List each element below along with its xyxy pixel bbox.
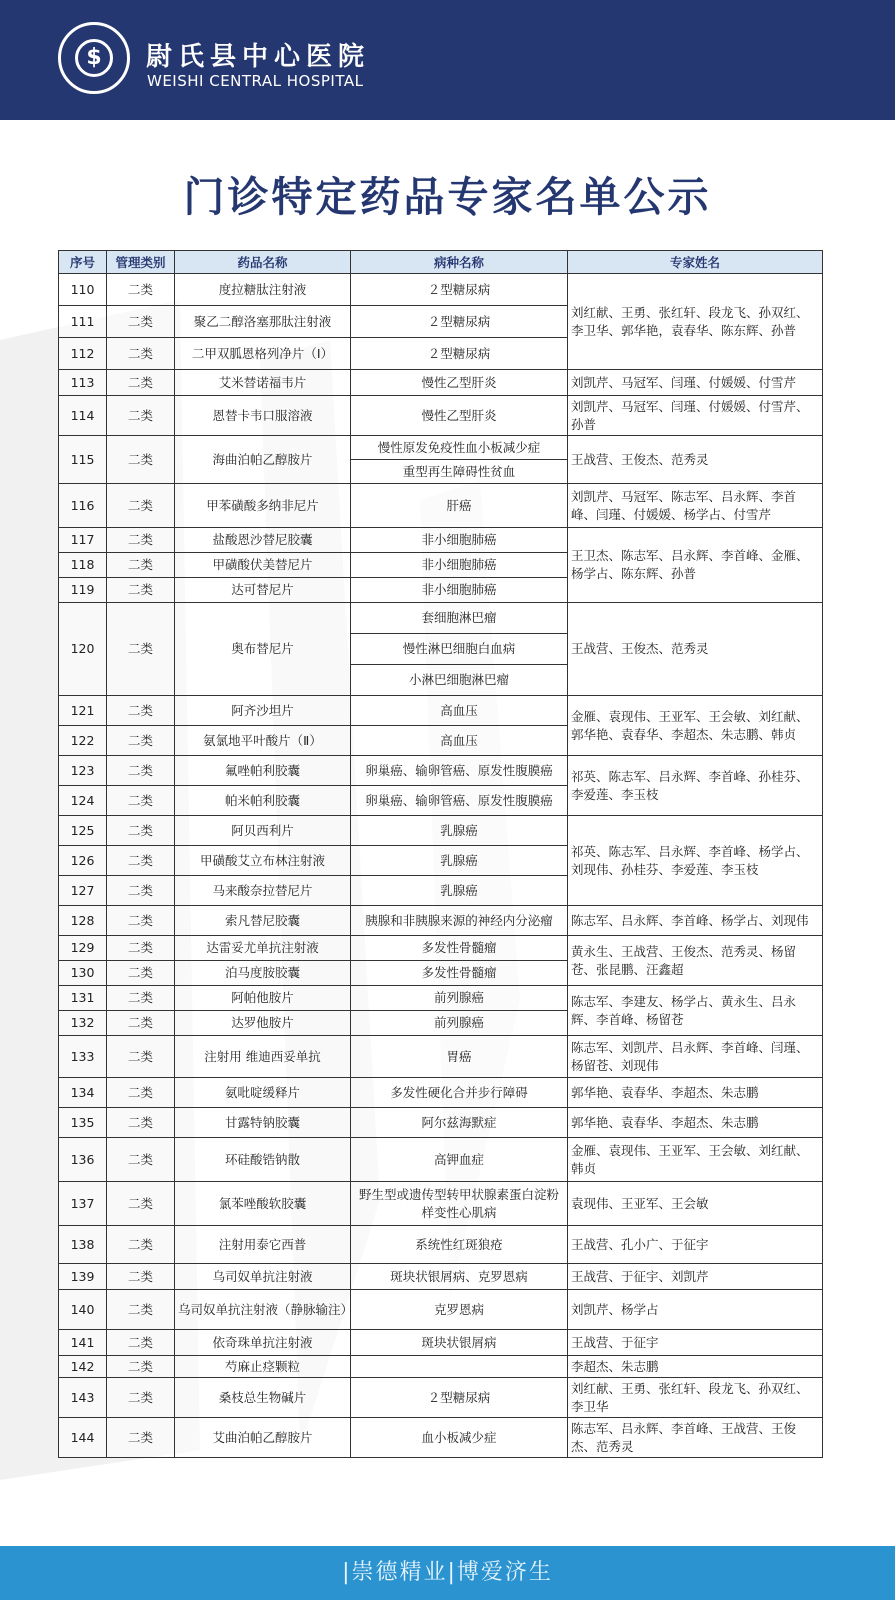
header-banner [0,0,895,120]
row-disease: ２型糖尿病 [351,306,568,338]
table-row [59,603,823,634]
row-number: 123 [59,756,107,786]
row-number: 115 [59,436,107,484]
row-disease: 高血压 [351,726,568,756]
row-category: 二类 [107,528,175,553]
row-drug-name: 帕米帕利胶囊 [175,786,351,816]
row-category: 二类 [107,274,175,306]
row-category: 二类 [107,436,175,484]
table-row [59,696,823,726]
row-drug-name: 注射用 维迪西妥单抗 [175,1036,351,1078]
table-row [59,436,823,460]
row-category: 二类 [107,1108,175,1138]
row-experts: 郭华艳、袁春华、李超杰、朱志鹏 [568,1078,823,1108]
row-experts: 王战营、王俊杰、范秀灵 [568,436,823,484]
row-disease: 套细胞淋巴瘤 [351,603,568,634]
row-number: 116 [59,484,107,528]
row-disease: 多发性硬化合并步行障碍 [351,1078,568,1108]
row-drug-name: 桑枝总生物碱片 [175,1378,351,1418]
hospital-logo [58,22,130,94]
row-number: 129 [59,936,107,961]
row-number: 142 [59,1356,107,1378]
row-category: 二类 [107,1011,175,1036]
row-category: 二类 [107,338,175,370]
row-drug-name: 甲磺酸艾立布林注射液 [175,846,351,876]
row-drug-name: 阿帕他胺片 [175,986,351,1011]
table-row [59,906,823,936]
row-category: 二类 [107,370,175,396]
row-disease: 野生型或遗传型转甲状腺素蛋白淀粉样变性心肌病 [351,1182,568,1226]
table-row [59,1378,823,1418]
row-category: 二类 [107,553,175,578]
row-number: 120 [59,603,107,696]
row-number: 138 [59,1226,107,1264]
row-number: 140 [59,1290,107,1330]
row-drug-name: 氯苯唑酸软胶囊 [175,1182,351,1226]
row-drug-name: 阿齐沙坦片 [175,696,351,726]
footer-slogan: |崇德精业|博爱济生 [0,1546,895,1600]
row-drug-name: 艾曲泊帕乙醇胺片 [175,1418,351,1458]
row-number: 133 [59,1036,107,1078]
row-drug-name: 奥布替尼片 [175,603,351,696]
row-disease [351,1356,568,1378]
row-number: 112 [59,338,107,370]
row-drug-name: 依奇珠单抗注射液 [175,1330,351,1356]
row-experts: 王战营、孔小广、于征宇 [568,1226,823,1264]
row-number: 136 [59,1138,107,1182]
row-drug-name: 马来酸奈拉替尼片 [175,876,351,906]
row-drug-name: 度拉糖肽注射液 [175,274,351,306]
row-experts: 祁英、陈志军、吕永辉、李首峰、孙桂芬、李爱莲、李玉枝 [568,756,823,816]
table-row [59,936,823,961]
row-drug-name: 注射用泰它西普 [175,1226,351,1264]
row-disease: 阿尔兹海默症 [351,1108,568,1138]
row-number: 124 [59,786,107,816]
row-category: 二类 [107,1330,175,1356]
row-drug-name: 乌司奴单抗注射液 [175,1264,351,1290]
row-experts: 陈志军、吕永辉、李首峰、杨学占、刘现伟 [568,906,823,936]
row-number: 130 [59,961,107,986]
row-disease: 慢性淋巴细胞白血病 [351,634,568,665]
header-disease: 病种名称 [351,251,568,274]
row-disease: 斑块状银屑病 [351,1330,568,1356]
row-category: 二类 [107,876,175,906]
row-experts: 金雁、袁现伟、王亚军、王会敏、刘红献、郭华艳、袁春华、李超杰、朱志鹏、韩贞 [568,696,823,756]
row-drug-name: 盐酸恩沙替尼胶囊 [175,528,351,553]
row-drug-name: 甲磺酸伏美替尼片 [175,553,351,578]
row-disease: ２型糖尿病 [351,274,568,306]
row-category: 二类 [107,726,175,756]
row-experts: 王战营、于征宇 [568,1330,823,1356]
row-experts: 刘凯芹、杨学占 [568,1290,823,1330]
row-number: 128 [59,906,107,936]
row-number: 139 [59,1264,107,1290]
expert-table [58,250,823,1458]
row-category: 二类 [107,1226,175,1264]
row-number: 114 [59,396,107,436]
row-category: 二类 [107,1264,175,1290]
row-category: 二类 [107,1182,175,1226]
row-disease: ２型糖尿病 [351,1378,568,1418]
row-disease: 重型再生障碍性贫血 [351,460,568,484]
row-number: 127 [59,876,107,906]
table-row [59,370,823,396]
header-experts: 专家姓名 [568,251,823,274]
table-body [59,274,823,1458]
row-experts: 袁现伟、王亚军、王会敏 [568,1182,823,1226]
row-number: 111 [59,306,107,338]
header-no: 序号 [59,251,107,274]
row-drug-name: 艾米替诺福韦片 [175,370,351,396]
row-category: 二类 [107,756,175,786]
row-drug-name: 氨吡啶缓释片 [175,1078,351,1108]
row-experts: 黄永生、王战营、王俊杰、范秀灵、杨留苍、张昆鹏、汪鑫超 [568,936,823,986]
row-experts: 陈志军、刘凯芹、吕永辉、李首峰、闫瑾、杨留苍、刘现伟 [568,1036,823,1078]
row-disease: 乳腺癌 [351,816,568,846]
row-drug-name: 氨氯地平叶酸片（Ⅱ） [175,726,351,756]
row-disease: 非小细胞肺癌 [351,553,568,578]
row-category: 二类 [107,396,175,436]
table-row [59,1330,823,1356]
table-row [59,396,823,436]
row-number: 119 [59,578,107,603]
row-experts: 郭华艳、袁春华、李超杰、朱志鹏 [568,1108,823,1138]
row-drug-name: 乌司奴单抗注射液（静脉输注） [175,1290,351,1330]
row-disease: 慢性乙型肝炎 [351,396,568,436]
row-disease: 系统性红斑狼疮 [351,1226,568,1264]
row-number: 122 [59,726,107,756]
table-row [59,1264,823,1290]
row-number: 143 [59,1378,107,1418]
row-disease: 乳腺癌 [351,876,568,906]
table-row [59,274,823,306]
row-drug-name: 甲苯磺酸多纳非尼片 [175,484,351,528]
row-number: 118 [59,553,107,578]
row-experts: 金雁、袁现伟、王亚军、王会敏、刘红献、韩贞 [568,1138,823,1182]
row-number: 113 [59,370,107,396]
row-disease: 卵巢癌、输卵管癌、原发性腹膜癌 [351,756,568,786]
row-experts: 刘红献、王勇、张红轩、段龙飞、孙双红、李卫华、郭华艳，袁春华、陈东辉、孙普 [568,274,823,370]
row-category: 二类 [107,1378,175,1418]
row-disease: 非小细胞肺癌 [351,528,568,553]
row-drug-name: 索凡替尼胶囊 [175,906,351,936]
row-category: 二类 [107,1138,175,1182]
row-disease: 乳腺癌 [351,846,568,876]
row-experts: 王卫杰、陈志军、吕永辉、李首峰、金雁、杨学占、陈东辉、孙普 [568,528,823,603]
row-category: 二类 [107,696,175,726]
table-row [59,756,823,786]
row-drug-name: 达罗他胺片 [175,1011,351,1036]
row-category: 二类 [107,1036,175,1078]
row-disease: 高血压 [351,696,568,726]
table-row [59,484,823,528]
row-experts: 陈志军、李建友、杨学占、黄永生、吕永辉、李首峰、杨留苍 [568,986,823,1036]
row-drug-name: 二甲双胍恩格列净片（Ⅰ） [175,338,351,370]
row-disease: 卵巢癌、输卵管癌、原发性腹膜癌 [351,786,568,816]
row-drug-name: 恩替卡韦口服溶液 [175,396,351,436]
row-disease: 肝癌 [351,484,568,528]
table-header-row [59,251,823,274]
row-category: 二类 [107,906,175,936]
row-disease: 血小板减少症 [351,1418,568,1458]
table-row [59,1138,823,1182]
row-experts: 刘凯芹、马冠军、陈志军、吕永辉、李首峰、闫瑾、付媛媛、杨学占、付雪芹 [568,484,823,528]
row-experts: 刘凯芹、马冠军、闫瑾、付媛媛、付雪芹、孙普 [568,396,823,436]
row-experts: 李超杰、朱志鹏 [568,1356,823,1378]
row-number: 125 [59,816,107,846]
table-row [59,1418,823,1458]
row-category: 二类 [107,846,175,876]
row-drug-name: 达雷妥尤单抗注射液 [175,936,351,961]
row-drug-name: 泊马度胺胶囊 [175,961,351,986]
table-row [59,1290,823,1330]
row-number: 135 [59,1108,107,1138]
row-drug-name: 海曲泊帕乙醇胺片 [175,436,351,484]
row-experts: 陈志军、吕永辉、李首峰、王战营、王俊杰、范秀灵 [568,1418,823,1458]
row-drug-name: 甘露特钠胶囊 [175,1108,351,1138]
row-category: 二类 [107,936,175,961]
row-number: 126 [59,846,107,876]
row-number: 141 [59,1330,107,1356]
header-drug: 药品名称 [175,251,351,274]
row-disease: 小淋巴细胞淋巴瘤 [351,665,568,696]
row-drug-name: 氟唑帕利胶囊 [175,756,351,786]
row-experts: 刘凯芹、马冠军、闫瑾、付媛媛、付雪芹 [568,370,823,396]
row-drug-name: 芍麻止痉颗粒 [175,1356,351,1378]
row-disease: 胃癌 [351,1036,568,1078]
table-row [59,816,823,846]
row-category: 二类 [107,1418,175,1458]
row-number: 110 [59,274,107,306]
row-experts: 刘红献、王勇、张红轩、段龙飞、孙双红、李卫华 [568,1378,823,1418]
hospital-name-en: WEISHI CENTRAL HOSPITAL [147,72,364,90]
row-drug-name: 环硅酸锆钠散 [175,1138,351,1182]
row-category: 二类 [107,816,175,846]
row-number: 117 [59,528,107,553]
logo-glyph: $ [75,39,113,77]
row-disease: 慢性原发免疫性血小板减少症 [351,436,568,460]
table-row [59,986,823,1011]
row-disease: 胰腺和非胰腺来源的神经内分泌瘤 [351,906,568,936]
row-number: 132 [59,1011,107,1036]
row-disease: 非小细胞肺癌 [351,578,568,603]
row-disease: 多发性骨髓瘤 [351,936,568,961]
row-number: 121 [59,696,107,726]
row-category: 二类 [107,1356,175,1378]
row-disease: 斑块状银屑病、克罗恩病 [351,1264,568,1290]
row-category: 二类 [107,484,175,528]
row-drug-name: 达可替尼片 [175,578,351,603]
table-row [59,1182,823,1226]
row-number: 137 [59,1182,107,1226]
table-row [59,528,823,553]
row-disease: 多发性骨髓瘤 [351,961,568,986]
hospital-name-cn: 尉氏县中心医院 [146,42,371,72]
row-category: 二类 [107,578,175,603]
row-drug-name: 聚乙二醇洛塞那肽注射液 [175,306,351,338]
table-row [59,1108,823,1138]
row-experts: 王战营、王俊杰、范秀灵 [568,603,823,696]
header-category: 管理类别 [107,251,175,274]
table-row [59,1226,823,1264]
row-category: 二类 [107,1290,175,1330]
row-disease: 高钾血症 [351,1138,568,1182]
row-number: 134 [59,1078,107,1108]
page-title: 门诊特定药品专家名单公示 [183,173,712,221]
row-category: 二类 [107,961,175,986]
row-disease: ２型糖尿病 [351,338,568,370]
row-category: 二类 [107,786,175,816]
row-disease: 前列腺癌 [351,986,568,1011]
row-category: 二类 [107,306,175,338]
table-row [59,1078,823,1108]
table-row [59,1036,823,1078]
row-disease: 克罗恩病 [351,1290,568,1330]
row-disease: 前列腺癌 [351,1011,568,1036]
row-category: 二类 [107,1078,175,1108]
row-drug-name: 阿贝西利片 [175,816,351,846]
row-category: 二类 [107,603,175,696]
row-number: 131 [59,986,107,1011]
row-disease: 慢性乙型肝炎 [351,370,568,396]
row-category: 二类 [107,986,175,1011]
table-row [59,1356,823,1378]
row-experts: 王战营、于征宇、刘凯芹 [568,1264,823,1290]
row-number: 144 [59,1418,107,1458]
row-experts: 祁英、陈志军、吕永辉、李首峰、杨学占、刘现伟、孙桂芬、李爱莲、李玉枝 [568,816,823,906]
